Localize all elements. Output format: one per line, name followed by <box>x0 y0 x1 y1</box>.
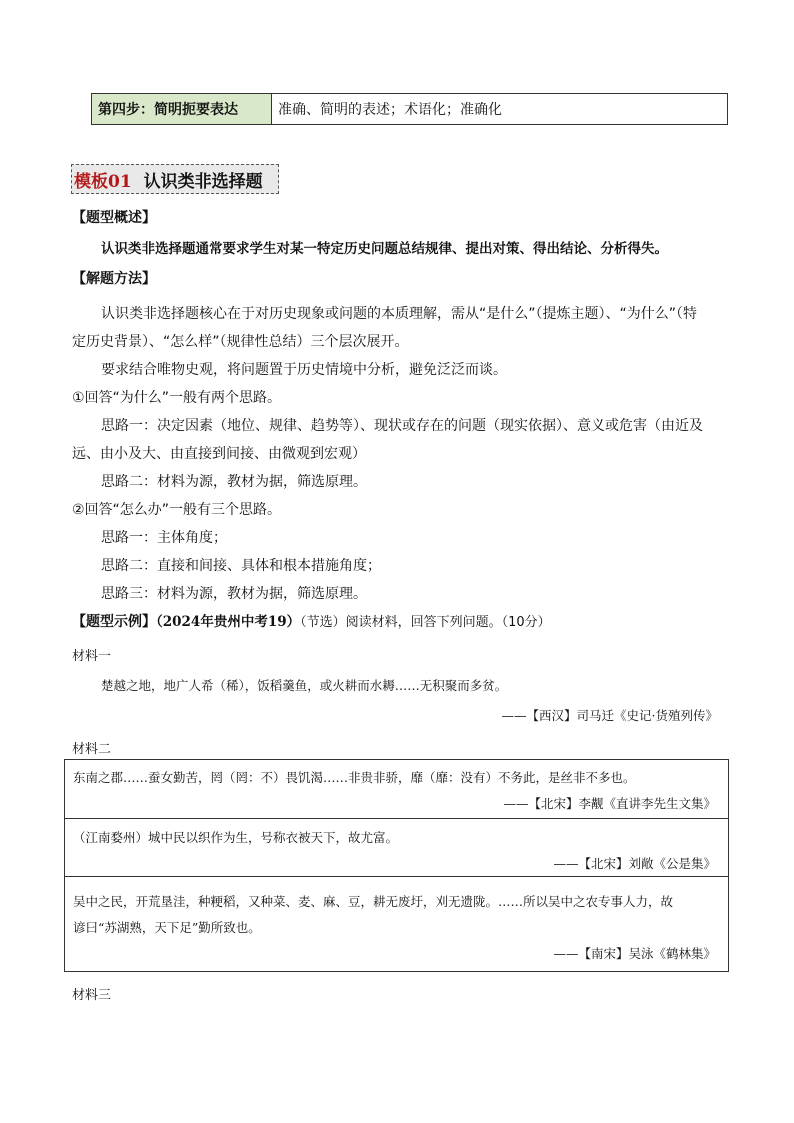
material2-row1-text: 东南之郡……蚕女勤苦，罔（罔：不）畏饥渴……非贵非骄，靡（靡：没有）不务此，是丝非不多也。 <box>73 770 636 785</box>
material2-row1-source: ——【北宋】李觏《直讲李先生文集》 <box>503 796 716 811</box>
example-heading: 【题型示例】 <box>72 614 156 630</box>
material1-source: ——【西汉】司马迁《史记·货殖列传》 <box>501 708 718 723</box>
material2-row2-text: （江南婺州）城中民以织作为生，号称衣被天下，故尤富。 <box>73 830 399 845</box>
material2-row <box>65 818 728 877</box>
method-why-intro: ①回答“为什么”一般有两个思路。 <box>72 390 282 406</box>
step-table <box>91 93 728 125</box>
method-para1-line1: 认识类非选择题核心在于对历史现象或问题的本质理解，需从“是什么”（提炼主题）、“为什么”（特 <box>101 306 698 322</box>
method-how-2: 思路二：直接和间接、具体和根本措施角度； <box>101 558 381 574</box>
step-table-body: 准确、简明的表述；术语化；准确化 <box>278 102 502 118</box>
material2-table <box>64 759 729 972</box>
material2-row <box>65 760 728 819</box>
template-heading <box>71 164 279 194</box>
overview-text: 认识类非选择题通常要求学生对某一特定历史问题总结规律、提出对策、得出结论、分析得失。 <box>101 241 668 257</box>
example-source: （2024年贵州中考19） <box>156 614 301 630</box>
material3-label: 材料三 <box>72 988 112 1003</box>
method-how-intro: ②回答“怎么办”一般有三个思路。 <box>72 502 282 518</box>
overview-heading: 【题型概述】 <box>72 210 156 226</box>
example-line <box>72 610 551 631</box>
material1-label: 材料一 <box>72 649 112 664</box>
method-how-3: 思路三：材料为源，教材为据，筛选原理。 <box>101 586 367 602</box>
material2-row2-source: ——【北宋】刘敞《公是集》 <box>553 856 716 871</box>
example-rest: （节选）阅读材料，回答下列问题。（10分） <box>300 615 551 630</box>
method-para1-line2: 定历史背景）、“怎么样”（规律性总结）三个层次展开。 <box>72 334 409 350</box>
material2-row3-line2: 谚曰“苏湖熟，天下足”勤所致也。 <box>73 920 261 935</box>
template-number: 模板01 <box>74 171 132 192</box>
method-why-2: 思路二：材料为源，教材为据，筛选原理。 <box>101 474 367 490</box>
material2-row <box>65 876 728 971</box>
material2-row3-source: ——【南宋】吴泳《鹤林集》 <box>553 946 716 961</box>
method-para2: 要求结合唯物史观，将问题置于历史情境中分析，避免泛泛而谈。 <box>101 362 507 378</box>
method-how-1: 思路一：主体角度； <box>101 530 227 546</box>
method-why-1-line1: 思路一：决定因素（地位、规律、趋势等）、现状或存在的问题（现实依据）、意义或危害（由近及 <box>101 418 703 434</box>
method-why-1-line2: 远、由小及大、由直接到间接、由微观到宏观） <box>72 446 366 462</box>
material1-text: 楚越之地，地广人希（稀），饭稻羹鱼，或火耕而水耨……无积聚而多贫。 <box>101 678 508 693</box>
material2-row3-line1: 吴中之民，开荒垦洼，种粳稻，又种菜、麦、麻、豆，耕无废圩，刈无遗陇。……所以吴中之农专事人力，故 <box>73 894 674 909</box>
method-heading: 【解题方法】 <box>72 271 156 287</box>
template-title: 认识类非选择题 <box>143 171 263 192</box>
step-table-head: 第四步：简明扼要表达 <box>92 94 272 124</box>
material2-label: 材料二 <box>72 742 112 757</box>
